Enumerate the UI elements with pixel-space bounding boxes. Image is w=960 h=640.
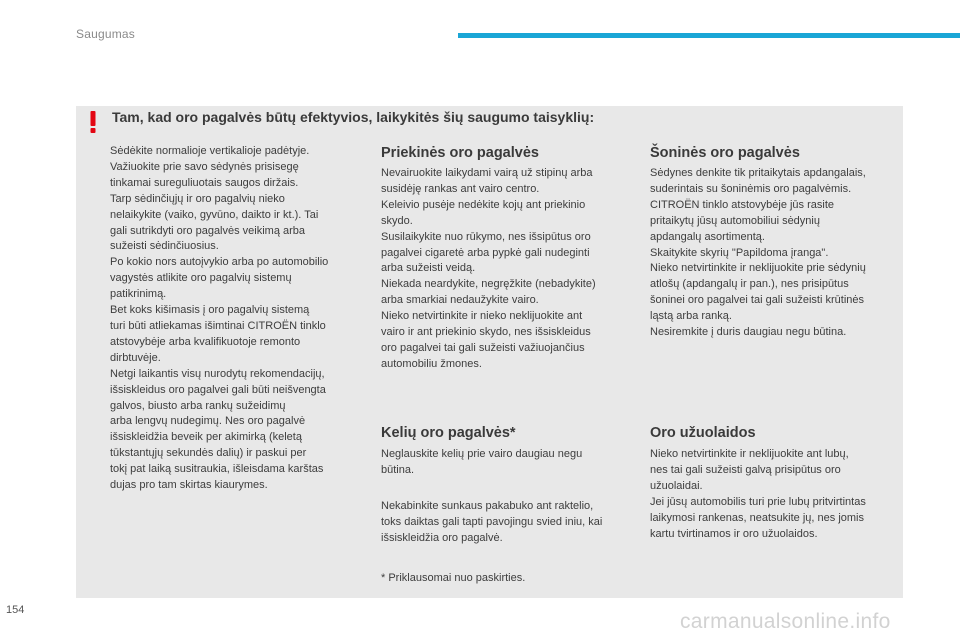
- intro-text: Sėdėkite normalioje vertikalioje padėtyje. Važiuokite prie savo sėdynės prisisegę tinkamai sureguliuotais saugos diržais. Tarp sėdinčiųjų ir oro pagalvių nieko nelaikykite (vaiko, gyvūno, daikto ir kt.). Tai gali sutrikdyti oro pagalvės veikimą arba sužeisti sėdinčiuosius. Po kokio nors autoįvykio arba po automobilio vagystės atlikite oro pagalvių sistemų patikrinimą. Bet koks kišimasis į oro pagalvių sistemą turi būti atliekamas išimtinai CITROËN tinklo atstovybėje arba kvalifikuotoje remonto dirbtuvėje. Netgi laikantis visų nurodytų rekomendacijų, išsiskleidus oro pagalvei gali būti neišvengta galvos, biusto arba rankų sužeidimų arba lengvų nudegimų. Nes oro pagalvė išsiskleidžia beveik per akimirką (keletą tūkstantųjų sekundės dalių) ir paskui per tokį pat laiką susitraukia, išleisdama karštas dujas pro tam skirtas kiaurymes.: [110, 145, 329, 492]
- knee-airbags-text-1: Neglauskite kelių prie vairo daugiau negu būtina.: [381, 448, 583, 476]
- side-airbags-heading: Šoninės oro pagalvės: [650, 145, 800, 161]
- curtain-airbags-heading: Oro užuolaidos: [650, 425, 756, 441]
- header-accent-bar: [458, 33, 960, 38]
- footnote: * Priklausomai nuo paskirties.: [381, 572, 526, 584]
- intro-column: [110, 144, 360, 494]
- knee-airbags-text-2: Nekabinkite sunkaus pakabuko ant raktelio, toks daiktas gali tapti pavojingu svied iniu, kai išsiskleidžia oro pagalvė.: [381, 500, 603, 544]
- front-airbags-heading: Priekinės oro pagalvės: [381, 145, 539, 161]
- curtain-airbags-text: Nieko netvirtinkite ir neklijuokite ant lubų, nes tai gali sužeisti galvą prisipūtus oro užuolaidai. Jei jūsų automobilis turi prie lubų pritvirtintas laikymosi rankenas, neatsukite jų, nes jomis kartu tvirtinamos ir oro užuolaidos.: [650, 448, 866, 540]
- panel-title: Tam, kad oro pagalvės būtų efektyvios, laikykitės šių saugumo taisyklių:: [112, 109, 595, 125]
- knee-airbags-heading: Kelių oro pagalvės*: [381, 425, 516, 441]
- watermark: carmanualsonline.info: [680, 610, 891, 633]
- section-label: Saugumas: [76, 27, 135, 41]
- front-airbags-text: Nevairuokite laikydami vairą už stipinų arba susidėję rankas ant vairo centro. Keleivio pusėje nedėkite kojų ant priekinio skydo. Susilaikykite nuo rūkymo, nes išsipūtus oro pagalvei cigaretė arba pypkė gali nudeginti arba sužeisti veidą. Niekada neardykite, negręžkite (nebadykite) arba smarkiai nedaužykite vairo. Nieko netvirtinkite ir nieko neklijuokite ant vairo ir ant priekinio skydo, nes išsiskleidus oro pagalvei tai gali sužeisti važiuojančius automobiliu žmones.: [381, 167, 596, 370]
- exclamation-icon: [86, 110, 100, 134]
- side-airbags-text: Sėdynes denkite tik pritaikytais apdangalais, suderintais su šoninėmis oro pagalvėmis. CITROËN tinklo atstovybėje jūs rasite pritaikytų jūsų automobiliui sėdynių apdangalų asortimentą. Skaitykite skyrių "Papildoma įranga". Nieko netvirtinkite ir neklijuokite prie sėdynių atlošų (apdangalų ir pan.), nes prisipūtus šoninei oro pagalvei tai gali sužeisti krūtinės ląstą arba ranką. Nesiremkite į duris daugiau negu būtina.: [650, 167, 866, 339]
- page-number: 154: [6, 604, 25, 616]
